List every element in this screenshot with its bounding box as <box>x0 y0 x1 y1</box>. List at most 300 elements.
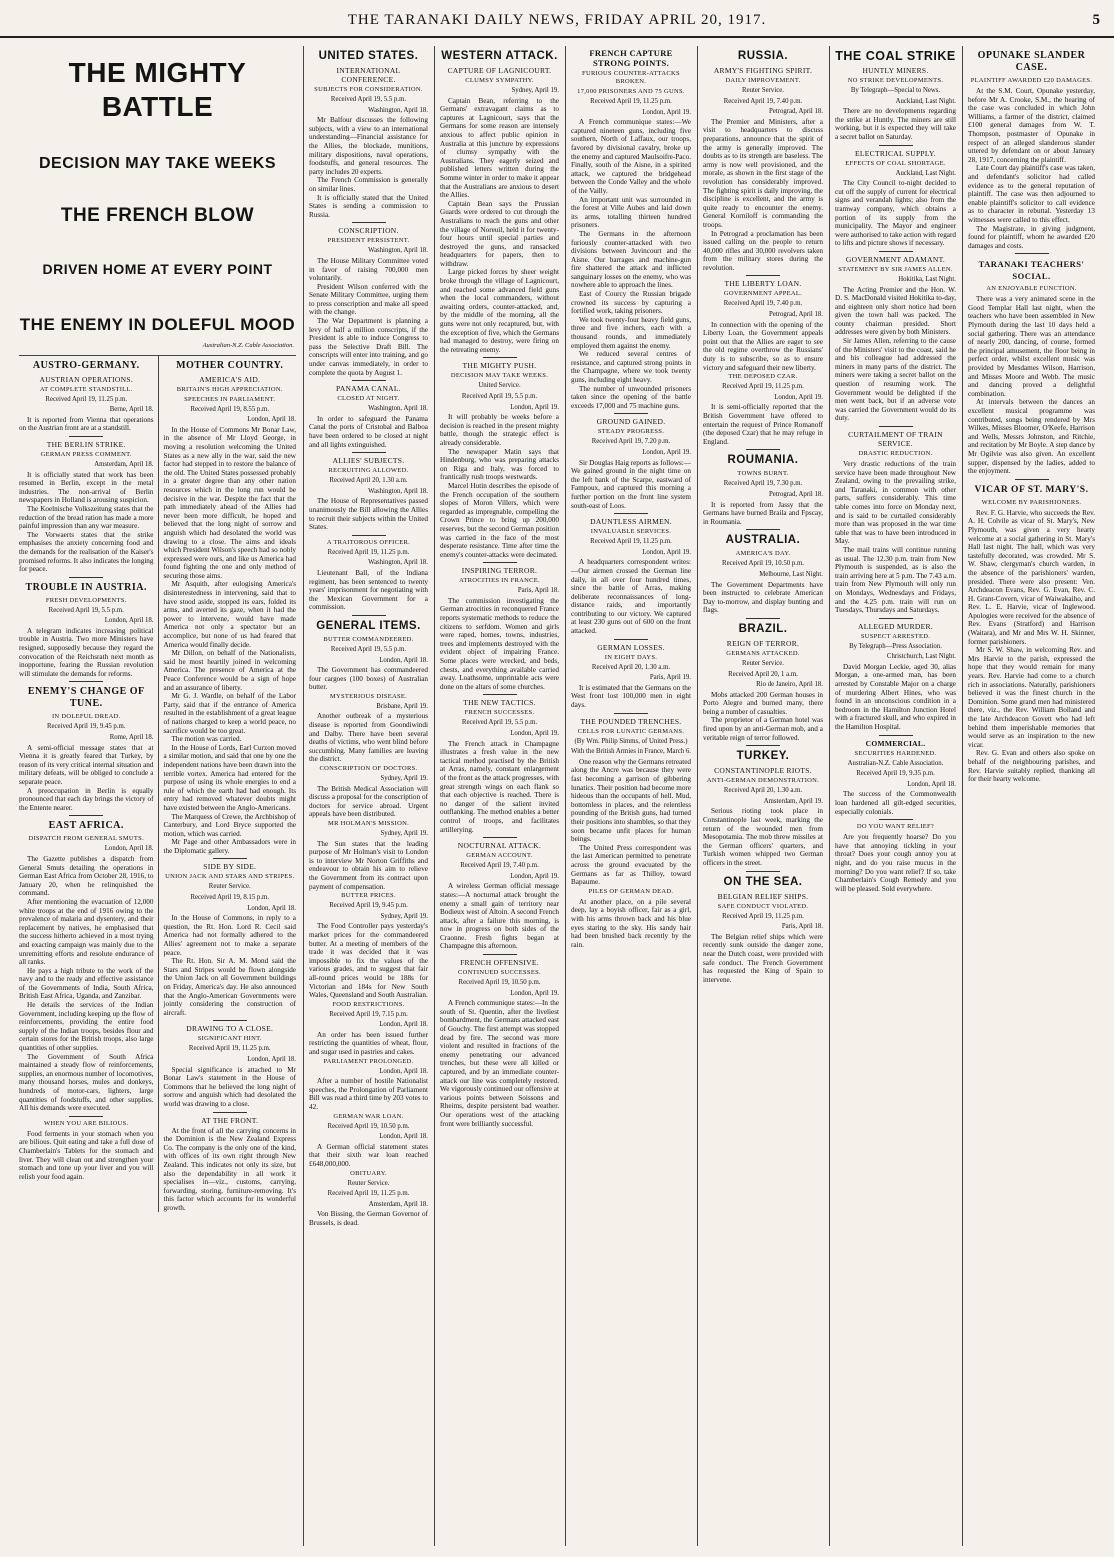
received-line: Received April 19, 11.25 p.m. <box>590 538 672 546</box>
divider <box>69 1116 103 1117</box>
article-paragraph: Special significance is attached to Mr Bonar Law's statement in the House of Commons that he believed the long night of sorrow and anguish which had desolated the world was drawing to a close. <box>163 1065 296 1108</box>
section-heading: THE POUNDED TRENCHES. <box>580 716 682 726</box>
subheading: DISPATCH FROM GENERAL SMUTS. <box>28 835 145 843</box>
article-paragraph: The Vorwaerts states that the strike emphasises the anxiety concerning food and the demands for the realisation of the Kaiser's promised reforms. It also indicates the longing for peace. <box>19 530 154 574</box>
article-paragraph: A telegram indicates increasing political trouble in Austria. Two more Ministers have resigned, supposedly because they regard the convocation of the Reichsrath next month as inopportune, fearing the Russian revolution will stimulate the demands for reforms. <box>19 626 154 678</box>
dateline: Berne, April 18. <box>109 406 154 414</box>
section-heading: ROUMANIA. <box>727 454 799 467</box>
byline: By Telegraph—Special to News. <box>850 87 941 94</box>
dateline: London, April 19. <box>642 548 691 556</box>
subheading: STEADY PROGRESS. <box>597 428 665 436</box>
divider <box>352 222 386 223</box>
byline: By Telegraph—Press Association. <box>849 642 942 650</box>
article-paragraph: The Marquess of Crewe, the Archbishop of Canterbury, and Lord Bryce supported the motion, which was carried. <box>163 812 296 838</box>
dateline: Amsterdam, April 19. <box>763 797 823 805</box>
section-heading: UNITED STATES. <box>318 50 419 62</box>
article-paragraph: After a number of hostile Nationalist speeches, the Prolongation of Parliament Bill was read a third time by 203 votes to 42. <box>309 1077 428 1112</box>
received-line: Received April 19, 9.45 p.m. <box>329 902 408 910</box>
article-paragraph: At the front of all the carrying concerns in the Dominion is the New Zealand Express Co. The company is the only one of the kind, with offices of its own right through New Zealand. This indicates not only its size, but also the dependability in all work it specialises in—viz., customs, carrying, forwarding, storing, furniture-removing. It's this factor which accounts for its wonderful growth. <box>163 1126 296 1212</box>
headline-doleful-mood: THE ENEMY IN DOLEFUL MOOD <box>19 315 296 334</box>
dateline: London, April 18. <box>247 904 296 912</box>
divider <box>352 380 386 381</box>
article-paragraph: Mr S. W. Shaw, in welcoming Rev. and Mrs Harvie to the parish, expressed the hope that they would remain for many years. Rev. Harvie had come to a church rich in associations. Naturally, parishioners believed it was the finest church in the Dominion. Some grand men had ministered there, viz., the Rev. William Bolland and the late Archdeacon Govett who had left behind them imperishable memories that would serve as an inspiration to the new vicar. <box>968 646 1095 749</box>
divider <box>483 954 517 955</box>
headline-mighty-battle: THE MIGHTY BATTLE <box>68 57 247 122</box>
dateline: Christchurch, Last Night. <box>886 653 956 661</box>
column-united-states <box>303 46 433 1546</box>
article-paragraph: The British Medical Association will discuss a proposal for the conscription of doctors for service abroad. Urgent appeals have been distributed. <box>309 784 428 819</box>
received-line: Received April 20, 1.30 a.m. <box>723 787 803 795</box>
subheading: REIGN OF TERROR. <box>726 638 800 648</box>
subheading: CONSTANTINOPLE RIOTS. <box>714 766 812 776</box>
article-paragraph: Captain Bean, referring to the Germans' extravagant claims as to captures at Lagnicourt, says that the Germans for some reason are intensely anxious to affect public opinion in Australia at this juncture by expressions of clumsy sympathy with the Australians. They eagerly seized and published letters written during the Somme winter in order to make it appear that the Australians are anxious to desert the Allies. <box>440 96 559 200</box>
section-heading: ALLIES' SUBJECTS. <box>332 456 405 466</box>
section-heading: WESTERN ATTACK. <box>441 50 558 62</box>
article-paragraph: The War Department is planning a levy of half a million conscripts, if the President is able to induce Congress to pass the Selective Draft Bill. The conscripts will enter into training, and go under canvas immediately, in order to complete the quota by August 1. <box>309 317 428 377</box>
article-paragraph: A preoccupation in Berlin is equally pronounced that each day brings the victory of the Entente nearer. <box>19 786 154 812</box>
advertisement-heading: WHEN YOU ARE BILIOUS. <box>44 1119 129 1127</box>
article-paragraph: The Rt. Hon. Sir A. M. Mond said the Stars and Stripes would be flown alongside the Union Jack on all Government buildings on Friday, America's day. He also announced that the Anglo-American Governments were jointly considering the construction of aircraft. <box>163 957 296 1017</box>
section-heading: GENERAL ITEMS. <box>316 619 421 632</box>
dateline: With the British Armies in France, March 6. <box>571 748 691 756</box>
article-paragraph: He details the services of the Indian Government, including keeping up the flow of reinforcements, providing the entire food supply of the Indian troops, besides flour and certain stores for the British troops, also large quantities of other supplies. <box>19 1001 154 1053</box>
divider <box>879 735 913 736</box>
section-heading: SIDE BY SIDE. <box>203 862 257 872</box>
article-paragraph: An important unit was surrounded in the forest at Ville Aubes and laid down its arms, totalling thirteen hundred prisoners. <box>571 195 691 230</box>
article-paragraph: We reduced several centres of resistance, and captured strong points in the Champagne, where we took twenty guns, including eight heavy. <box>571 350 691 384</box>
subheading: TOWNS BURNT. <box>737 470 789 478</box>
subheading: SUSPECT ARRESTED. <box>860 632 931 640</box>
received-line: Received April 19, 7.40 p.m. <box>723 300 803 308</box>
subheading: CELLS FOR LUNATIC GERMANS. <box>577 727 685 735</box>
column-coal-strike <box>829 46 961 1546</box>
subheading: INVALUABLE SERVICES. <box>590 528 672 536</box>
subheading: PLAINTIFF AWARDED £20 DAMAGES. <box>970 77 1093 84</box>
section-heading: DRAWING TO A CLOSE. <box>186 1024 274 1034</box>
article-paragraph: The number of unwounded prisoners taken since the opening of the battle exceeds 17,000 and 75 machine guns. <box>571 384 691 410</box>
subheading: GOVERNMENT APPEAL. <box>723 290 803 298</box>
article-paragraph: Marcel Hutin describes the episode of the French occupation of the southern slopes of Moron Villers, which were regarded as impregnable, compelling the Crown Prince to bring up 200,000 reserves, but the second German position was carried in the face of the most desperate resistance. Time after time the enemy's counter-attacks were decimated. <box>440 481 559 559</box>
dateline: London, April 18. <box>379 1133 428 1141</box>
divider <box>1015 253 1049 254</box>
column-mother-country <box>158 356 297 1213</box>
section-heading: ELECTRICAL SUPPLY. <box>855 148 936 158</box>
dateline: London, April 19. <box>510 989 559 997</box>
subheading: AT COMPLETE STANDSTILL. <box>39 385 133 393</box>
received-line: Received April 19, 10.50 p.m. <box>458 979 541 987</box>
subheading: 17,000 PRISONERS AND 75 GUNS. <box>577 88 685 95</box>
article-paragraph: It is semi-officially reported that the British Government have offered to entertain the request of Prince Romanoff (the deposed Czar) that he may refuge in England. <box>703 403 823 446</box>
section-heading: AUSTRALIA. <box>725 534 801 547</box>
service-line: Reuter Service. <box>208 883 251 891</box>
article-paragraph: In the House of Lords, Earl Curzon moved a similar motion, and said that one by one the independent nations have been drawn into the terrible vortex. America had entered for the purpose of using its whole energies to end a rule of which the earth had had enough. Its entry had removed whatever doubts might have existed between the Anglo-Americans. <box>163 743 296 812</box>
subheading: A TRAITOROUS OFFICER. <box>326 538 411 546</box>
dateline: London, April 19. <box>642 108 691 116</box>
received-line: Received April 20, 1.30 a.m. <box>591 663 671 671</box>
article-paragraph: The motion was carried. <box>171 735 242 744</box>
divider <box>352 615 386 616</box>
dateline: London, April 18. <box>907 780 956 788</box>
article-paragraph: The Premier and Ministers, after a visit to headquarters to discuss preparations, announce that the spirit of the army is generally improved. The doubts as to its strength are baseless. The army is now well provisioned, and the morale, as shown in the first stage of the revolution has considerably improved. The fighting spirit is daily improving, the discipline is excellent, and the army is quite ready to encounter the enemy. General Korniloff is commanding the troops. <box>703 117 823 229</box>
subheading: CLUMSY SYMPATHY. <box>465 77 534 84</box>
received-line: Received April 19, 7.30 p.m. <box>723 480 803 488</box>
byline: (By Wm. Philip Simms, of United Press.) <box>574 737 688 745</box>
article-paragraph: Mr Dillon, on behalf of the Nationalists, said he most heartily joined in welcoming America. The presence of America at the Peace Conference would be a sign of hope and an assurance of liberty. <box>163 649 296 692</box>
article-paragraph: The United Press correspondent was the last American permitted to penetrate across the ground evacuated by the Germans as far as Thilloy, toward Bapaume. <box>571 843 691 887</box>
article-paragraph: The Belgian relief ships which were recently sunk outside the danger zone, near the Dutch coast, were provided with safe conduct. The French Government has requested the King of Spain to intervene. <box>703 932 823 984</box>
article-paragraph: The mail trains will continue running as usual. The 12.30 p.m. train from New Plymouth is suspended, as is also the train arriving here at 5 p.m. The 7.43 a.m. train from New Plymouth will only run on Mondays, Wednesdays and Fridays, and the 4.25 p.m. train will run on Tuesdays, Thursdays and Saturdays. <box>835 545 956 615</box>
article-paragraph: It is reported from Vienna that operations on the Austrian front are at a standstill. <box>19 415 154 433</box>
column-russia <box>697 46 828 1546</box>
section-heading: THE MIGHTY PUSH. <box>462 361 537 371</box>
column-french-capture <box>565 46 696 1546</box>
section-heading: DAUNTLESS AIRMEN. <box>590 517 672 527</box>
headline-decision: DECISION MAY TAKE WEEKS <box>38 155 276 172</box>
article-paragraph: Another outbreak of a mysterious disease is reported from Goondiwindi and Dalby. There have been several deaths of victims, who went blind before succumbing. Many families are leaving the district. <box>309 712 428 764</box>
received-line: Received April 19, 11.25 p.m. <box>327 1190 410 1198</box>
article-paragraph: At intervals between the dances an excellent musical programme was contributed, songs being rendered by Mrs Wilkes, Misses Bloomer, O'Keefe, Harrison and Wells, Messrs Johnston, and Ritchie, and recitation by Mr Boyle. A step dance by Mr Ogilvie was also given. An excellent supper, dispensed by the ladies, added to the enjoyment. <box>968 398 1095 476</box>
article-paragraph: A semi-official message states that at Vienna it is greatly feared that Turkey, by reason of its very critical internal situation and military defeats, will be obliged to conclude a separate peace. <box>19 743 154 786</box>
article-paragraph: A headquarters correspondent writes:—Our airmen crossed the German line daily, in all over four hundred times, since the battle of Arras, making deliberate reconnaissances of long-distance raids, and importantly contributing to our victory. We captured at least 230 guns out of 600 on the front attacked. <box>571 558 691 636</box>
dateline: Paris, April 19. <box>649 674 691 682</box>
subheading: PARLIAMENT PROLONGED. <box>323 1057 414 1065</box>
subheading: GERMAN ACCOUNT. <box>466 852 533 860</box>
headline-driven-home: DRIVEN HOME AT EVERY POINT <box>42 261 273 277</box>
subheading: CONTINUED SUCCESSES. <box>458 969 541 977</box>
divider <box>879 251 913 252</box>
article-paragraph: It will probably be weeks before a decision is reached in the present mighty battle, though the strategic effect is already considerable. <box>440 413 559 447</box>
subheading: PRESIDENT PERSISTENT. <box>327 237 410 245</box>
section-heading: GERMAN LOSSES. <box>597 642 665 652</box>
subheading: SPEECHES IN PARLIAMENT. <box>184 395 276 403</box>
article-paragraph: The French Commission is generally on similar lines. <box>309 176 428 193</box>
advertisement-text: Food ferments in your stomach when you are bilious. Quit eating and take a full dose of Chamberlain's Tablets for the stomach and liver. They will clean out and strengthen your stomach and tone up your liver and you will relish your food again. <box>19 1129 154 1181</box>
subheading: AN ENJOYABLE FUNCTION. <box>986 285 1077 293</box>
article-paragraph: The Gazette publishes a dispatch from General Smuts detailing the operations in German East Africa from October 28, 1916, to January 20, when he relinquished the command. <box>19 854 154 898</box>
subheading: GERMANS ATTACKED. <box>726 649 800 657</box>
article-paragraph: The Food Controller pays yesterday's market prices for the commandeered butter. At a meeting of members of the trade it was decided that it was impossible to fix the values of the various grades, and to suggest that fair all-round prices would be 188s for Victorian and 184s for New South Wales, Queensland and South Australian. <box>309 922 428 1000</box>
dateline: Petrograd, April 18. <box>769 108 823 116</box>
article-paragraph: He pays a high tribute to the work of the navy and to the ready and effective assistance of the Governments of India, South Africa, British East Africa, Uganda, and Zanzibar. <box>19 966 154 1001</box>
divider <box>879 819 913 820</box>
dateline: London, April 18. <box>247 1055 296 1063</box>
dateline: Sydney, April 19. <box>380 912 428 920</box>
divider <box>213 1112 247 1113</box>
article-paragraph: The newspaper Matin says that Hindenburg, who was preparing attacks on Riga and Italy, was forced to frantically rush troops westwards. <box>440 447 559 482</box>
received-line: Received April 19, 7.15 p.m. <box>329 1010 408 1018</box>
masthead <box>0 10 1114 38</box>
divider <box>746 449 780 450</box>
divider <box>879 618 913 619</box>
subheading: BRITAIN'S HIGH APPRECIATION. <box>176 385 283 393</box>
cable-credit: Australian-N.Z. Cable Association. <box>202 342 294 349</box>
dateline: Petrograd, April 18. <box>769 490 823 498</box>
article-paragraph: At the S.M. Court, Opunake yesterday, before Mr A. Crooke, S.M., the hearing of the case was concluded in which John Williams, a farmer of the district, claimed £100 general damages from W. T. Thompson, postmaster of Opunake in respect of an alleged slanderous slander uttered by defendant on or about January 28, 1917, concerning the plaintiff. <box>968 87 1095 164</box>
subheading: SECURITIES HARDENED. <box>854 749 937 757</box>
article-paragraph: It is estimated that the Germans on the West front lost 100,000 men in eight days. <box>571 683 691 710</box>
page-number: 5 <box>1092 12 1100 28</box>
section-heading: TURKEY. <box>736 750 790 763</box>
dateline: Hokitika, Last Night. <box>898 275 956 283</box>
subheading: CLOSED AT NIGHT. <box>337 395 400 403</box>
received-line: Received April 19, 5.5 p.m. <box>330 96 407 103</box>
article-paragraph: Sir James Allen, referring to the cause of the Ministers' visit to the coast, said he and his colleague had addressed the miners in many parts of the district. The miners were taking a secret ballot on the question of resuming work. The Government would be delighted if the men went back, but if an adverse vote was carried the Government would do its duty. <box>835 337 956 423</box>
divider <box>483 562 517 563</box>
subheading: SUBJECTS FOR CONSIDERATION. <box>314 86 423 93</box>
section-heading: THE LIBERTY LOAN. <box>724 279 802 289</box>
dateline: Paris, April 18. <box>517 587 559 595</box>
divider <box>614 513 648 514</box>
subheading: FOOD RESTRICTIONS. <box>332 1000 405 1008</box>
article-paragraph: In connection with the opening of the Liberty Loan, the Government appeals point out that the Allies are eager to see the old regime overthrow the Russians' duty is to subscribe, so as to ensure victory and safeguard their new liberty. <box>703 320 823 372</box>
article-paragraph: Mr Page and other Ambassadors were in the Diplomatic gallery. <box>163 838 296 855</box>
column-austro-germany <box>19 356 158 1213</box>
dateline: Washington, April 18. <box>368 106 428 114</box>
dateline: Washington, April 18. <box>368 487 428 495</box>
section-heading: FRENCH OFFENSIVE. <box>460 958 539 968</box>
subheading: GERMAN WAR LOAN. <box>333 1112 404 1120</box>
subheading: CONSCRIPTION OF DOCTORS. <box>319 765 418 773</box>
section-heading: GROUND GAINED. <box>596 417 666 427</box>
article-paragraph: Mr G. J. Wardle, on behalf of the Labor Party, said that if the entrance of America resulted in the establishment of a great league of nations charged to keep a world peace, no sacrifice would be too great. <box>163 692 296 735</box>
received-line: Received April 19, 11.25 p.m. <box>722 912 804 920</box>
article-paragraph: The Germans in the afternoon furiously counter-attacked with two divisions between Juvincourt and the Aisne. Our barrages and machine-gun fire shattered the attack and inflicted sanguinary losses on the enemy, who was nowhere able to approach the lines. <box>571 229 691 290</box>
received-line: Received April 19, 10.50 p.m. <box>722 560 804 568</box>
dateline: Sydney, April 19. <box>380 830 428 837</box>
column-opunake <box>962 46 1100 1546</box>
article-paragraph: Large picked forces by sheer weight broke through the village of Lagnicourt, and reached some advanced field guns when the local commanders, without awaiting orders, counter-attacked, and, by the middle of the morning, all the guns were not only recaptured, but, with the exception of five, which the Germans had managed to destroy, were firing on the retreating enemy. <box>440 268 559 354</box>
divider <box>352 535 386 536</box>
article-paragraph: The commission investigating the German atrocities in reconquered France reports systematic methods to reduce the citizens to serfdom. Women and girls were raped, homes, towns, industries, trees and implements destroyed with the evident object of impairing France. Some places were wrecked, and beds, chests, and everything available carried away. Loathsome, unprintable acts were done on the altars of some churches. <box>440 596 559 691</box>
article-paragraph: The French attack in Champagne illustrates a fresh value in the new tactical method practised by the British at Arras, namely, constant enlargement of the front as the attack progresses, with great strength wings on each flank so that each objective is reached. There is no danger of the salient invited outflanking. The method enables a better control of troops, and facilitates artillerying. <box>440 739 559 834</box>
dateline: Sydney, April 19. <box>380 775 428 783</box>
dateline: London, April 19. <box>642 448 691 456</box>
divider <box>614 413 648 414</box>
article-paragraph: Mr Asquith, after eulogising America's disinterestedness in intervening, said that to have stood aside, stopped its ears, folded its arms, and averted its gaze, when it had the power to intervene, would have made America not only a spectator but an accomplice, but none of us had feared that America would finally decide. <box>163 580 296 649</box>
article-paragraph: The Magistrate, in giving judgment, found for plaintiff, whom he awarded £20 damages and costs. <box>968 224 1095 250</box>
subheading: IN DOLEFUL DREAD. <box>51 713 121 721</box>
divider <box>213 858 247 859</box>
received-line: Received April 19, 11.25 p.m. <box>45 395 128 403</box>
service-line: Reuter Service. <box>347 1179 390 1187</box>
article-paragraph: After mentioning the evacuation of 12,000 white troops at the end of 1916 owing to the prevalence of malaria and dysentery, and their replacement by natives, he emphasised that the success hitherto achieved in a most trying and exacting campaign was mainly due to the unremitting efforts and resolute endurance of all ranks. <box>19 897 154 967</box>
section-heading: NOCTURNAL ATTACK. <box>457 841 542 851</box>
article-paragraph: David Morgan Leckie, aged 30, alias Morgan, a one-armed man, has been arrested by Constable Major on a charge of murdering Albert Hines, who was found in an unconscious condition in a bedroom in the Hamilton Junction Hotel with a fractured skull, and who expired in the Hamilton Hospital. <box>835 662 956 732</box>
section-heading: ENEMY'S CHANGE OF TUNE. <box>27 686 145 710</box>
section-heading: COMMERCIAL. <box>865 738 926 748</box>
dateline: Amsterdam, April 18. <box>94 460 154 468</box>
subheading: FRENCH SUCCESSES. <box>464 709 535 717</box>
article-paragraph: It is officially stated that work has been resumed in Berlin, except in the metal industries. The non-arrival of Berlin newspapers in Holland is arousing suspicion. <box>19 470 154 505</box>
divider <box>746 745 780 746</box>
article-paragraph: In the House of Commons, in reply to a question, the Rt. Hon. Lord R. Cecil said America had not formally adhered to the Allies' agreement not to make a separate peace. <box>163 914 296 957</box>
dateline: Paris, April 18. <box>781 923 823 931</box>
battle-subcolumns <box>19 355 296 1213</box>
dateline: Petrograd, April 18. <box>769 311 823 319</box>
section-heading: THE NEW TACTICS. <box>463 698 536 708</box>
subheading: SIGNIFICANT HINT. <box>197 1035 262 1043</box>
article-paragraph: The Government has commandeered four cargoes (100 boxes) of Australian butter. <box>309 666 428 692</box>
section-heading: GOVERNMENT ADAMANT. <box>845 254 946 264</box>
received-line: Received April 19, 5.5 p.m. <box>461 393 538 400</box>
dateline: Washington, April 18. <box>368 247 428 255</box>
subheading: RECRUITING ALLOWED. <box>328 467 409 475</box>
received-line: Received April 19, 11.25 p.m. <box>722 383 804 391</box>
subheading: DECISION MAY TAKE WEEKS. <box>450 372 549 380</box>
dateline: London, April 18. <box>247 416 296 424</box>
section-heading: AT THE FRONT. <box>201 1115 259 1125</box>
article-paragraph: A French communique states:—In the south of St. Quentin, after the liveliest bombardment, the Germans attacked east of Gouchy. The first attempt was stopped dead by fire. The second was more violent and resulted in fractions of the enemy penetrating our advanced trenches, but these were all killed or captured, and by an immediate counter-attack our line was completely restored. We vigorously continued our offensive at various points between Soissons and Rheims, despite persistent bad weather. Our operations west of the attacking front were brilliantly successful. <box>440 999 559 1128</box>
subheading: DRASTIC REDUCTION. <box>858 450 933 457</box>
subheading: AMERICA'S AID. <box>199 374 261 384</box>
subheading: AUSTRIAN OPERATIONS. <box>39 374 133 384</box>
article-paragraph: An order has been issued further restricting the quantities of wheat, flour, and sugar used in pastries and cakes. <box>309 1030 428 1057</box>
column-battle <box>14 46 301 1546</box>
received-line: Received April 20, 1 a.m. <box>728 670 798 678</box>
article-paragraph: The City Council to-night decided to cut off the supply of current for electrical signs and verandah lights; also from the tramway company, which obtains a portion of its supply from the municipality. The Mayor and engineer were authorised to take action with regard to lifts and picture shows if necessary. <box>835 179 956 248</box>
article-paragraph: It is officially stated that the United States is sending a commission to Russia. <box>309 193 428 219</box>
article-paragraph: A French communique states:—We captured nineteen guns, including five southern, North of Laffaux, our troops, favored by divisional cavalry, broke up the enemy and captured Maulsoifre-Paco. Finally, south of the Aisne, in a spirited attack, we captured the bridgehead between the Conde Valley and the whole of the Vailly. <box>571 118 691 195</box>
divider <box>614 713 648 714</box>
article-paragraph: At another place, on a pile several deep, lay a boyish officer, fair as a girl, with his arms thrown back and his blue eyes staring to the sky. His sandy hair had been brushed back recently by the rain. <box>571 897 691 949</box>
section-heading: CONSCRIPTION. <box>338 226 399 236</box>
article-paragraph: The Government Departments have been instructed to celebrate American Day to-morrow, and display bunting and flags. <box>703 580 823 615</box>
divider <box>352 452 386 453</box>
divider <box>69 436 103 437</box>
article-paragraph: The House of Representatives passed unanimously the Bill allowing the Allies to recruit their subjects within the United States. <box>309 497 428 532</box>
section-heading: CURTAILMENT OF TRAIN SERVICE. <box>848 430 943 448</box>
divider <box>879 145 913 146</box>
article-paragraph: The Government of South Africa maintained a steady flow of reinforcements, supplies, an enormous number of locomotives, many thousand horses, mules and donkeys, hundreds of motor-cars, lighters, large quantities of foodstuffs, and other supplies. All his demands were executed. <box>19 1052 154 1113</box>
subheading: BELGIAN RELIEF SHIPS. <box>717 891 809 901</box>
divider <box>1015 479 1049 480</box>
dateline: Brisbane, April 19. <box>376 702 428 710</box>
dateline: London, April 19. <box>510 872 559 880</box>
subheading: ATROCITIES IN FRANCE. <box>459 577 540 585</box>
dateline: Washington, April 18. <box>368 405 428 413</box>
divider <box>483 357 517 358</box>
section-heading: FRENCH CAPTURE STRONG POINTS. <box>589 48 673 68</box>
divider <box>746 275 780 276</box>
dateline: London, April 18. <box>104 845 154 853</box>
divider <box>614 639 648 640</box>
subheading: INTERNATIONAL CONFERENCE. <box>336 66 401 84</box>
article-paragraph: Von Bissing, the German Governor of Brussels, is dead. <box>309 1210 428 1227</box>
divider <box>879 426 913 427</box>
section-heading: RUSSIA. <box>737 50 789 62</box>
article-paragraph: Lieutenant Ball, of the Indiana regiment, has been sentenced to twenty years' imprisonment for negotiating with the Mexican Government for a commission. <box>309 568 428 612</box>
received-line: Received April 19, 7.40 p.m. <box>723 97 803 105</box>
dateline: London, April 19. <box>510 403 559 411</box>
divider <box>69 681 103 682</box>
divider <box>746 618 780 619</box>
subheading: EFFECTS OF COAL SHORTAGE. <box>845 159 946 167</box>
received-line: Received April 19, 10.50 p.m. <box>327 1122 410 1130</box>
section-heading: AUSTRO-GERMANY. <box>32 359 140 371</box>
received-line: Received April 19, 11.25 p.m. <box>188 1045 271 1053</box>
subheading: IN EIGHT DAYS. <box>604 653 658 661</box>
dateline: Auckland, Last Night. <box>895 97 956 105</box>
subheading: MR HOLMAN'S MISSION. <box>327 820 410 827</box>
cable-credit: Australian-N.Z. Cable Association. <box>847 759 944 767</box>
service-line: Reuter Service. <box>742 659 784 667</box>
divider <box>213 1020 247 1021</box>
subheading: DAILY IMPROVEMENT. <box>725 77 801 84</box>
article-paragraph: In the House of Commons Mr Bonar Law, in the absence of Mr Lloyd George, in moving a resolution welcoming the United States as a new ally in the war, said the new factor had stepped in to restore the balance of the old. The United States possessed probably in a greater degree than any other nation resources which in the long run would be decisive in the war. Despite the fact that the path immediately ahead of the Allies had never been more difficult, he hoped and believed that the long night of sorrow and anguish which had desolated the world was drawing to a close. The aims and ideals which President Wilson's speech had so nobly expressed were ours, and like us America had found fighting the one and only method of securing those aims. <box>163 425 296 580</box>
article-paragraph: The Koelnische Volkszeitung states that the reduction of the bread ration has made a more painful impression than any war measure. <box>19 504 154 531</box>
dateline: London, April 18. <box>379 656 428 664</box>
received-line: Received April 19, 8.55 p.m. <box>190 405 270 413</box>
subheading: PILES OF GERMAN DEAD. <box>588 887 674 895</box>
article-paragraph: In Petrograd a proclamation has been issued calling on the people to return 40,000 rifles and 30,000 revolvers taken from the military stores during the revolution. <box>703 229 823 272</box>
dateline: London, April 18. <box>379 1021 428 1029</box>
article-paragraph: Captain Bean says the Prussian Guards were ordered to cut through the Australians to reach the guns and other the village of Noreuil, held it for twenty-four hours until special parties and destroyed the guns, and ransacked headquarters for papers, then to withdraw. <box>440 199 559 268</box>
subheading: STATEMENT BY SIR JAMES ALLEN. <box>838 265 953 273</box>
dateline: London, April 18. <box>104 617 154 625</box>
article-paragraph: Sir Douglas Haig reports as follows:—We gained ground in the night time on the left bank of the Scarpe, eastward of Fampoux, and captured this morning a further portion on the front line system south-east of Loos. <box>571 458 691 510</box>
dateline: Rio de Janeiro, April 18. <box>756 681 823 689</box>
subheading: FRESH DEVELOPMENTS. <box>45 596 127 604</box>
subheading: GERMAN PRESS COMMENT. <box>40 450 132 458</box>
article-paragraph: The success of the Commonwealth loan hardened all gilt-edged securities, especially colonials. <box>835 790 956 816</box>
section-heading: THE BERLIN STRIKE. <box>46 439 126 449</box>
masthead-title: THE TARANAKI DAILY NEWS, FRIDAY APRIL 20, 1917. <box>347 12 767 28</box>
subheading: FURIOUS COUNTER-ATTACKS BROKEN. <box>582 70 680 85</box>
section-heading: VICAR OF ST. MARY'S. <box>974 484 1089 495</box>
column-western-attack <box>434 46 564 1546</box>
subheading: BUTTER COMMANDEERED. <box>323 635 414 643</box>
section-heading: BRAZIL. <box>738 622 788 635</box>
subheading: UNION JACK AND STARS AND STRIPES. <box>165 873 295 881</box>
article-paragraph: The Sun states that the leading purpose of Mr Holman's visit to London is to interview Mr Norton Griffiths and endeavour to obtain his aim to relieve the Government from its contract upon payment of compensation. <box>309 839 428 891</box>
divider <box>746 529 780 530</box>
dateline: Sydney, April 19. <box>511 87 559 94</box>
dateline: London, April 19. <box>510 730 559 737</box>
article-paragraph: East of Courcy the Russian brigade crowned its success by capturing a fortified work, taking prisoners. <box>571 290 691 316</box>
section-heading: ALLEGED MURDER. <box>858 621 933 631</box>
dateline: London, April 19. <box>774 393 823 401</box>
section-heading: TROUBLE IN AUSTRIA. <box>25 581 147 593</box>
subheading: WELCOME BY PARISHIONERS. <box>981 498 1082 506</box>
article-paragraph: Rev. G. Evan and others also spoke on behalf of the neighbouring parishes, and Rev. Harvie suitably replied, thanking all for their hearty welcome. <box>968 749 1095 784</box>
section-heading: MOTHER COUNTRY. <box>176 359 284 371</box>
article-paragraph: Mobs attacked 200 German houses in Porto Alegre and burned many, there being a number of casualties. <box>703 690 823 716</box>
dateline: Auckland, Last Night. <box>895 169 956 177</box>
received-line: Received April 19, 9.45 p.m. <box>46 723 126 731</box>
section-heading: PANAMA CANAL. <box>336 384 401 394</box>
divider <box>69 577 103 578</box>
divider <box>746 871 780 872</box>
received-line: Received April 19, 7.20 p.m. <box>591 438 671 446</box>
article-paragraph: Serious rioting took place in Constantinople last week, marking the return of the wounded men from Mesopotamia. The mob threw missiles at the German officers' quarters, and Turkish women whipped two German officers in the street. <box>703 807 823 867</box>
dateline: Washington, April 18. <box>368 559 428 567</box>
article-paragraph: The Acting Premier and the Hon. W. D. S. MacDonald visited Hokitika to-day, and eighteen only short notice had been given the town hall was packed. The county chairman presided. Short addresses were given by both Ministers. <box>835 285 956 337</box>
subheading: HUNTLY MINERS. <box>862 66 929 75</box>
section-heading: ON THE SEA. <box>723 875 803 888</box>
article-paragraph: President Wilson conferred with the Senate Military Committee, urging them to press conscription and make all speed with the change. <box>309 282 428 317</box>
subheading: CAPTURE OF LAGNICOURT. <box>447 66 552 75</box>
article-paragraph: A wireless German official message states:—A nocturnal attack brought the enemy a small gain of territory near Bodieux west of Altoin. A second French attack, after a failure this morning, is now in progress on both sides of the Craonne. Fresh fights began at Champagne this afternoon. <box>440 882 559 951</box>
received-line: Received April 19, 9.35 p.m. <box>856 770 935 778</box>
article-paragraph: Rev. F. G. Harvie, who succeeds the Rev. A. H. Colvile as vicar of St. Mary's, New Plymouth, was given a very hearty welcome at a social gathering in St. Mary's Hall last night. The hall, which was very tastefully decorated, was crowded. Mr S. W. Shaw, clergyman's church warden, in the absence of the parishioners' warden, presided. There were also present: Ven. Archdeacon Evans, Rev. G. Evan, Rev. C. H. Grant-Covern, vicar of Waiwakaiho, and Rev. L. E. Harvie, vicar of Inglewood. Apologies were received for the absence of Rev. Evans (Stratford) and Harrison (Waitara), and Mr and Mrs W. H. Skinner, former parishioners. <box>968 508 1095 646</box>
article-paragraph: In order to safeguard the Panama Canal the ports of Cristobal and Balboa have been ordered to be closed at night and all lights extinguished. <box>309 414 428 449</box>
article-paragraph: A German official statement states that their sixth war loan reached £648,000,000. <box>309 1142 428 1168</box>
subheading: ANTI-GERMAN DEMONSTRATION. <box>706 777 820 785</box>
received-line: Received April 19, 5.5 p.m. <box>461 719 538 727</box>
advertisement-heading: DO YOU WANT RELIEF? <box>856 823 935 831</box>
article-paragraph: It is reported from Jassy that the Germans have burned Braila and Fpscay, in Roumania. <box>703 500 823 526</box>
article-paragraph: Very drastic reductions of the train service have been made throughout New Zealand, owing to the prevailing strike, and Taranaki, in common with other parts, suffers considerably. This time table comes into force on Monday next, and is said to be curtailed considerably more than was proposed in the war time table that was to have been introduced in May. <box>835 460 956 546</box>
